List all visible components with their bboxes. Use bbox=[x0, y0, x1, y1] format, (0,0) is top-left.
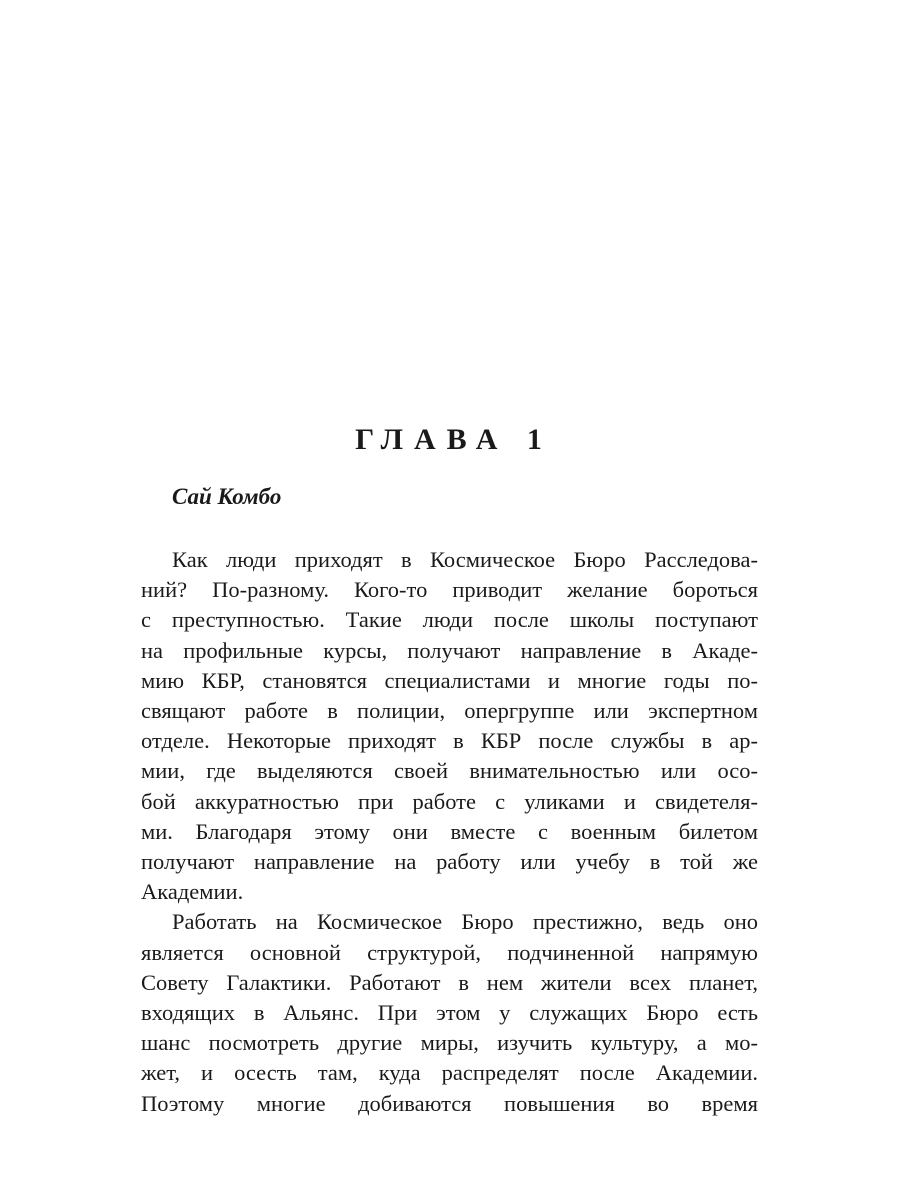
text-line: свящают работе в полиции, опергруппе или экспертном bbox=[141, 698, 758, 724]
pov-character-heading: Сай Комбо bbox=[172, 484, 282, 509]
text-line: является основной структурой, подчиненной напрямую bbox=[141, 939, 758, 965]
text-line: мии, где выделяются своей внимательностью или осо- bbox=[141, 758, 758, 784]
text-line: жет, и осесть там, куда распределят после Академии. bbox=[141, 1060, 758, 1086]
text-line: с преступностью. Такие люди после школы поступают bbox=[141, 607, 758, 633]
text-line: ний? По-разному. Кого-то приводит желание бороться bbox=[141, 577, 758, 603]
text-line: Работать на Космическое Бюро престижно, ведь оно bbox=[172, 909, 758, 935]
text-line: отделе. Некоторые приходят в КБР после службы в ар- bbox=[141, 728, 758, 754]
text-line: на профильные курсы, получают направление в Акаде- bbox=[141, 637, 758, 663]
text-line: шанс посмотреть другие миры, изучить культуру, а мо- bbox=[141, 1030, 758, 1056]
text-line: получают направление на работу или учебу в той же bbox=[141, 849, 758, 875]
text-line: Как люди приходят в Космическое Бюро Расследова- bbox=[172, 547, 758, 572]
text-line: Поэтому многие добиваются повышения во время bbox=[141, 1090, 758, 1116]
paragraph-1 bbox=[141, 545, 758, 907]
text-line: бой аккуратностью при работе с уликами и свидетеля- bbox=[141, 788, 758, 814]
text-line: ми. Благодаря этому они вместе с военным билетом bbox=[141, 818, 758, 844]
chapter-title: ГЛАВА 1 bbox=[355, 423, 553, 456]
paragraph-2 bbox=[141, 907, 758, 1118]
text-line: Академии. bbox=[141, 879, 244, 905]
text-line: входящих в Альянс. При этом у служащих Бюро есть bbox=[141, 1000, 758, 1026]
text-line: Совету Галактики. Работают в нем жители всех планет, bbox=[141, 969, 758, 995]
text-line: мию КБР, становятся специалистами и многие годы по- bbox=[141, 667, 758, 693]
body-text bbox=[141, 545, 758, 1119]
